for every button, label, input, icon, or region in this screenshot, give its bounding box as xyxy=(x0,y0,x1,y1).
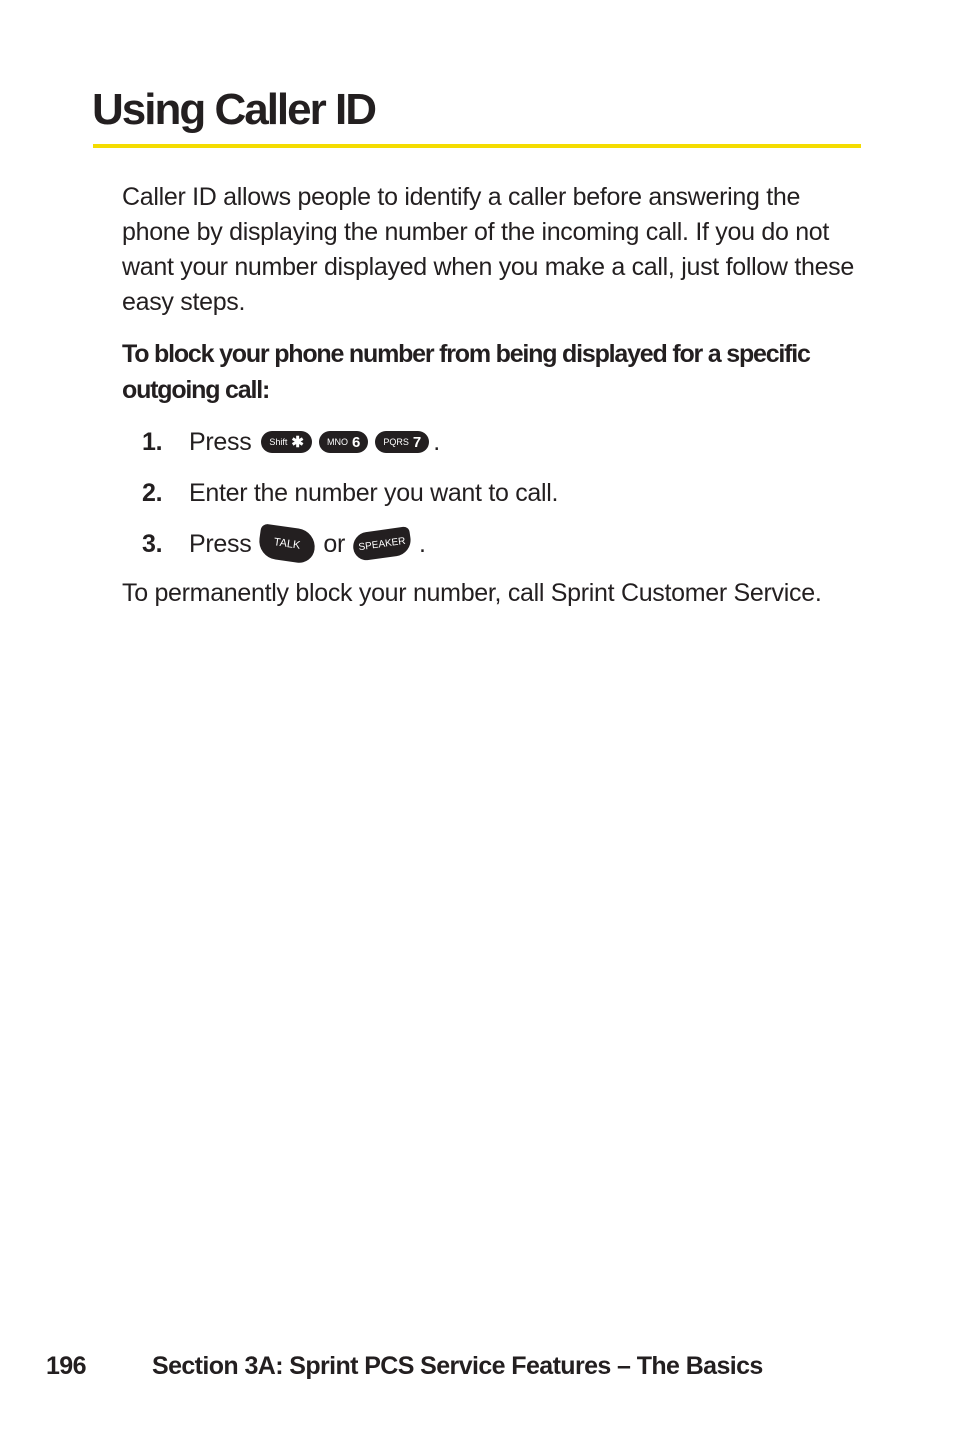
step-end: . xyxy=(433,427,440,456)
step-1 xyxy=(142,424,440,460)
pqrs-7-key-icon: PQRS 7 xyxy=(375,431,429,453)
step-text: Press xyxy=(189,529,252,558)
step-end: . xyxy=(419,529,426,558)
page-footer xyxy=(46,1348,763,1384)
intro-paragraph: Caller ID allows people to identify a caller before answering the phone by displaying the number of the incoming call. If you do not want your number displayed when you make a call, just follow these easy steps. xyxy=(122,183,854,316)
step-number: 1. xyxy=(142,427,163,456)
step-number: 3. xyxy=(142,529,163,558)
page-title: Using Caller ID xyxy=(92,85,375,134)
closing-paragraph: To permanently block your number, call Sprint Customer Service. xyxy=(122,579,822,607)
step-2 xyxy=(142,475,558,511)
step-3 xyxy=(142,526,426,562)
page-number: 196 xyxy=(46,1351,86,1380)
or-text: or xyxy=(323,529,346,558)
procedure-subheading: To block your phone number from being displayed for a specific outgoing call: xyxy=(122,340,810,404)
step-text: Enter the number you want to call. xyxy=(189,478,559,507)
talk-key-icon: TALK xyxy=(257,523,317,564)
step-text: Press xyxy=(189,427,252,456)
section-title: Section 3A: Sprint PCS Service Features – The Basics xyxy=(152,1351,763,1380)
speaker-key-icon: SPEAKER xyxy=(351,526,412,562)
shift-star-key-icon: Shift ✱ xyxy=(261,431,312,453)
step-number: 2. xyxy=(142,478,163,507)
title-underline xyxy=(93,144,861,148)
mno-6-key-icon: MNO 6 xyxy=(319,431,368,453)
